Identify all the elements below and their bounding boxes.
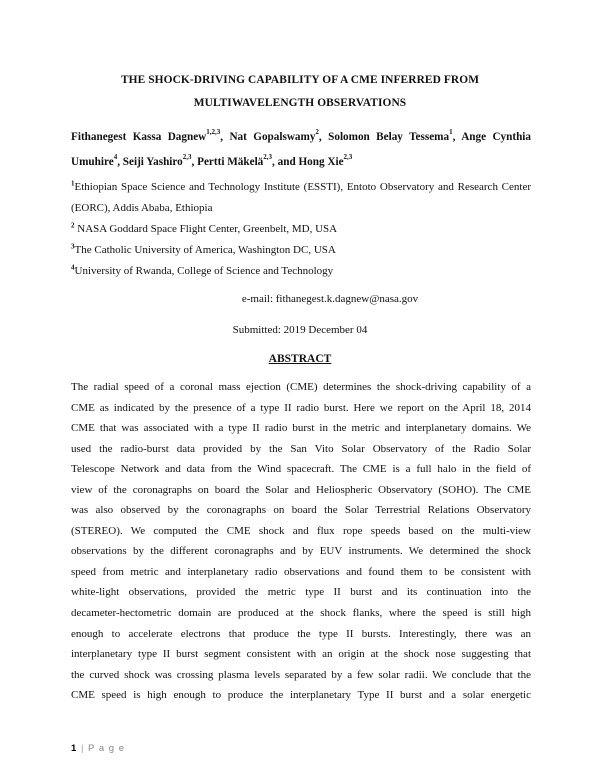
abstract-line: enough to accelerate electrons that produce the type II bursts. Interestingly, there was an (71, 627, 531, 640)
affiliation-3: $^3$The Catholic University of America, Washington DC, USA (71, 242, 336, 256)
submission-date: Submitted: 2019 December 04 (232, 324, 368, 336)
paper-title (70, 69, 530, 115)
abstract-line: CME speed is high enough to produce the interplanetary Type II burst and a solar energetic (71, 689, 531, 702)
title-line-1: THE SHOCK-DRIVING CAPABILITY OF A CME INFERRED FROM (120, 74, 480, 86)
abstract-line: interplanetary type II burst segment consistent with an origin at the shock nose suggesting that (71, 648, 531, 661)
contact-email[interactable]: e-mail: fithanegest.k.dagnew@nasa.gov (241, 293, 419, 305)
abstract-line: the curved shock was crossing plasma levels separated by a few solar radii. We conclude that the (71, 668, 531, 681)
abstract-line: The radial speed of a coronal mass ejection (CME) determines the shock-driving capability of a (71, 381, 531, 393)
abstract-line: Telescope Network and data from the Wind spacecraft. The CME is a full halo in the field of (71, 463, 531, 476)
author: Nat Gopalswamy$^2$, (229, 128, 329, 143)
abstract-heading: ABSTRACT (268, 353, 332, 365)
abstract-line: CME as indicated by the presence of a type II radio burst. Here we report on the April 18, 2014 (71, 401, 531, 414)
affiliation-2: $^2$ NASA Goddard Space Flight Center, Greenbelt, MD, USA (71, 221, 338, 235)
abstract-line: view of the coronagraphs on board the Solar and Heliospheric Observatory (SOHO). The CME (71, 483, 531, 496)
author: Fithanegest Kassa Dagnew$^{1,2,3}$, (71, 128, 230, 143)
author: Ange Cynthia Umuhire$^4$, (71, 131, 531, 168)
author-list (71, 125, 531, 175)
abstract-body (71, 377, 531, 706)
page-number: 1 (71, 743, 77, 754)
author: Hong Xie$^{2,3}$ (298, 153, 353, 168)
author: Pertti Mäkelä$^{2,3}$, and (197, 153, 299, 168)
author: Seiji Yashiro$^{2,3}$, (122, 153, 198, 168)
page-label: P a g e (88, 743, 125, 754)
abstract-line: observations by the different coronagraphs and by EUV instruments. We determined the shock (71, 545, 531, 558)
affiliation-4: $^4$University of Rwanda, College of Science and Technology (71, 263, 334, 277)
abstract-line: used the radio-burst data provided by the San Vito Solar Observatory of the Radio Solar (71, 442, 531, 455)
page-footer (71, 743, 125, 755)
abstract-line: white-light observations, provided the metric type II burst and its continuation into the (71, 586, 531, 599)
abstract-line: speed from metric and interplanetary radio observations and found them to be consistent with (71, 565, 531, 578)
abstract-line: (STEREO). We computed the CME shock and flux rope speeds based on the multi-view (71, 524, 531, 537)
author: Solomon Belay Tessema$^1$, (328, 128, 462, 143)
title-line-2: MULTIWAVELENGTH OBSERVATIONS (193, 97, 407, 109)
abstract-line: decameter-hectometric domain are produced at the shock flanks, where the speed is still high (71, 607, 531, 620)
affiliation-1: $^1$Ethiopian Space Science and Technology Institute (ESSTI), Entoto Observatory and Research Center (EORC), Addis Ababa, Ethiopia (71, 179, 531, 214)
abstract-line: was also observed by the coronagraphs on board the Solar Terrestrial Relations Observatory (71, 504, 531, 517)
footer-separator: | (80, 743, 84, 754)
abstract-line: CME that was associated with a type II radio burst in the metric and interplanetary domains. We (71, 422, 531, 435)
